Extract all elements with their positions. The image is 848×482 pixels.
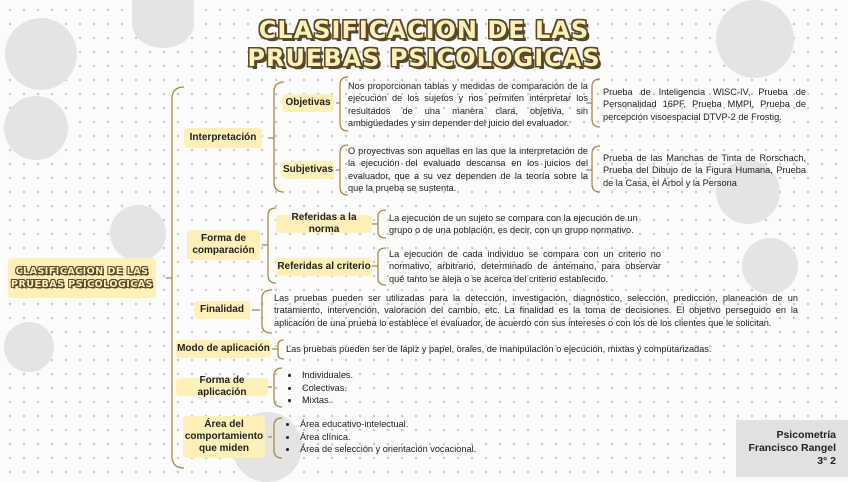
comparacion-brace [262,208,276,283]
criterio-label: Referidas al criterio [276,258,372,276]
objetivas-examples: Prueba de Inteligencia WISC-IV, Prueba de Personalidad 16PF, Prueba MMPI, Prueba de percepción visoespacial DTVP-2 de Frostig. [603,87,806,122]
modo-label: Modo de aplicación [176,340,271,358]
main-topic-label: CLASIFICACION DE LAS PRUEBAS PSICOLOGICAS [8,258,156,298]
footer-panel [736,420,848,477]
subjetivas-examples: Prueba de las Manchas de Tinta de Rorschach, Prueba del Dibujo de la Figura Humana, Prueba de la Casa, el Árbol y la Persona [603,153,806,188]
interpretacion-label: Interpretación [184,128,262,148]
page-title-line-2: PRUEBAS PSICOLOGICAS [247,44,601,72]
main-brace [166,87,184,468]
norma-description: La ejecución de un sujeto se compara con la ejecución de un grupo o de una población, es decir, con un grupo normativo. [389,213,638,236]
modo-brace [272,340,284,359]
criterio-brace [372,248,386,285]
area-label: Área del comportamiento que miden [183,416,265,458]
footer-group: 3° 2 [817,455,836,467]
finalidad-description: Las pruebas pueden ser utilizadas para la detección, investigación, diagnóstico, selección, predicción, planeación de un tratamiento, intervención, valoración del cambio, etc. La finalidad es la toma de decisiones. El objetivo perseguido en la aplicación de una prueba lo establece el evaluador, de acuerdo con sus intereses o con los de los clientes que le solicitan. [274,293,798,328]
footer-subject: Psicometría [776,429,836,441]
list-item: • Área de selección y orientación vocacional. [298,443,518,456]
list-item: • Individuales. [300,369,440,382]
list-item: • Mixtas. [300,394,440,407]
subjetivas-examples-brace [586,146,600,192]
area-list [282,418,518,456]
subjetivas-brace [336,145,348,195]
forma-list [284,369,440,407]
comparacion-label: Forma de comparación [187,230,260,260]
list-item: • Área clínica. [298,431,518,444]
finalidad-label: Finalidad [194,301,250,319]
page-title-line-1: CLASIFICACION DE LAS [258,16,590,44]
norma-brace [372,210,386,238]
area-brace [268,418,282,458]
footer-author: Francisco Rangel [748,442,836,454]
list-item: • Colectivas. [300,382,440,395]
criterio-description: La ejecución de cada individuo se compara con un criterio no normativo, arbitrario, determinado de antemano, para observar qué tanto se aleja o se acerca del criterio establecido. [389,249,661,284]
subjetivas-description: O proyectivas son aquellas en las que la interpretación de la ejecución del evaluado descansa en los juicios del evaluador, que a su vez dependen de la teoría sobre la que la prueba se sustenta. [348,146,588,194]
modo-description: Las pruebas pueden ser de lápiz y papel, orales, de manipulación o ejecución, mixtas y computarizadas. [286,344,712,354]
list-item: • Área educativo-intelectual. [298,418,518,431]
norma-label: Referidas a la norma [276,215,372,233]
forma-brace [268,368,282,407]
subjetivas-label: Subjetivas [282,161,334,179]
forma-label: Forma de aplicación [176,378,268,396]
finalidad-brace [252,290,272,333]
objetivas-label: Objetivas [282,94,334,112]
objetivas-description: Nos proporcionan tablas y medidas de comparación de la ejecución de los sujetos y nos permiten interpretar los resultados de una manera clara, objetiva, sin ambigüedades y sin depender del juicio del evaluador. [348,81,588,129]
objetivas-examples-brace [586,79,600,127]
objetivas-brace [336,77,348,131]
